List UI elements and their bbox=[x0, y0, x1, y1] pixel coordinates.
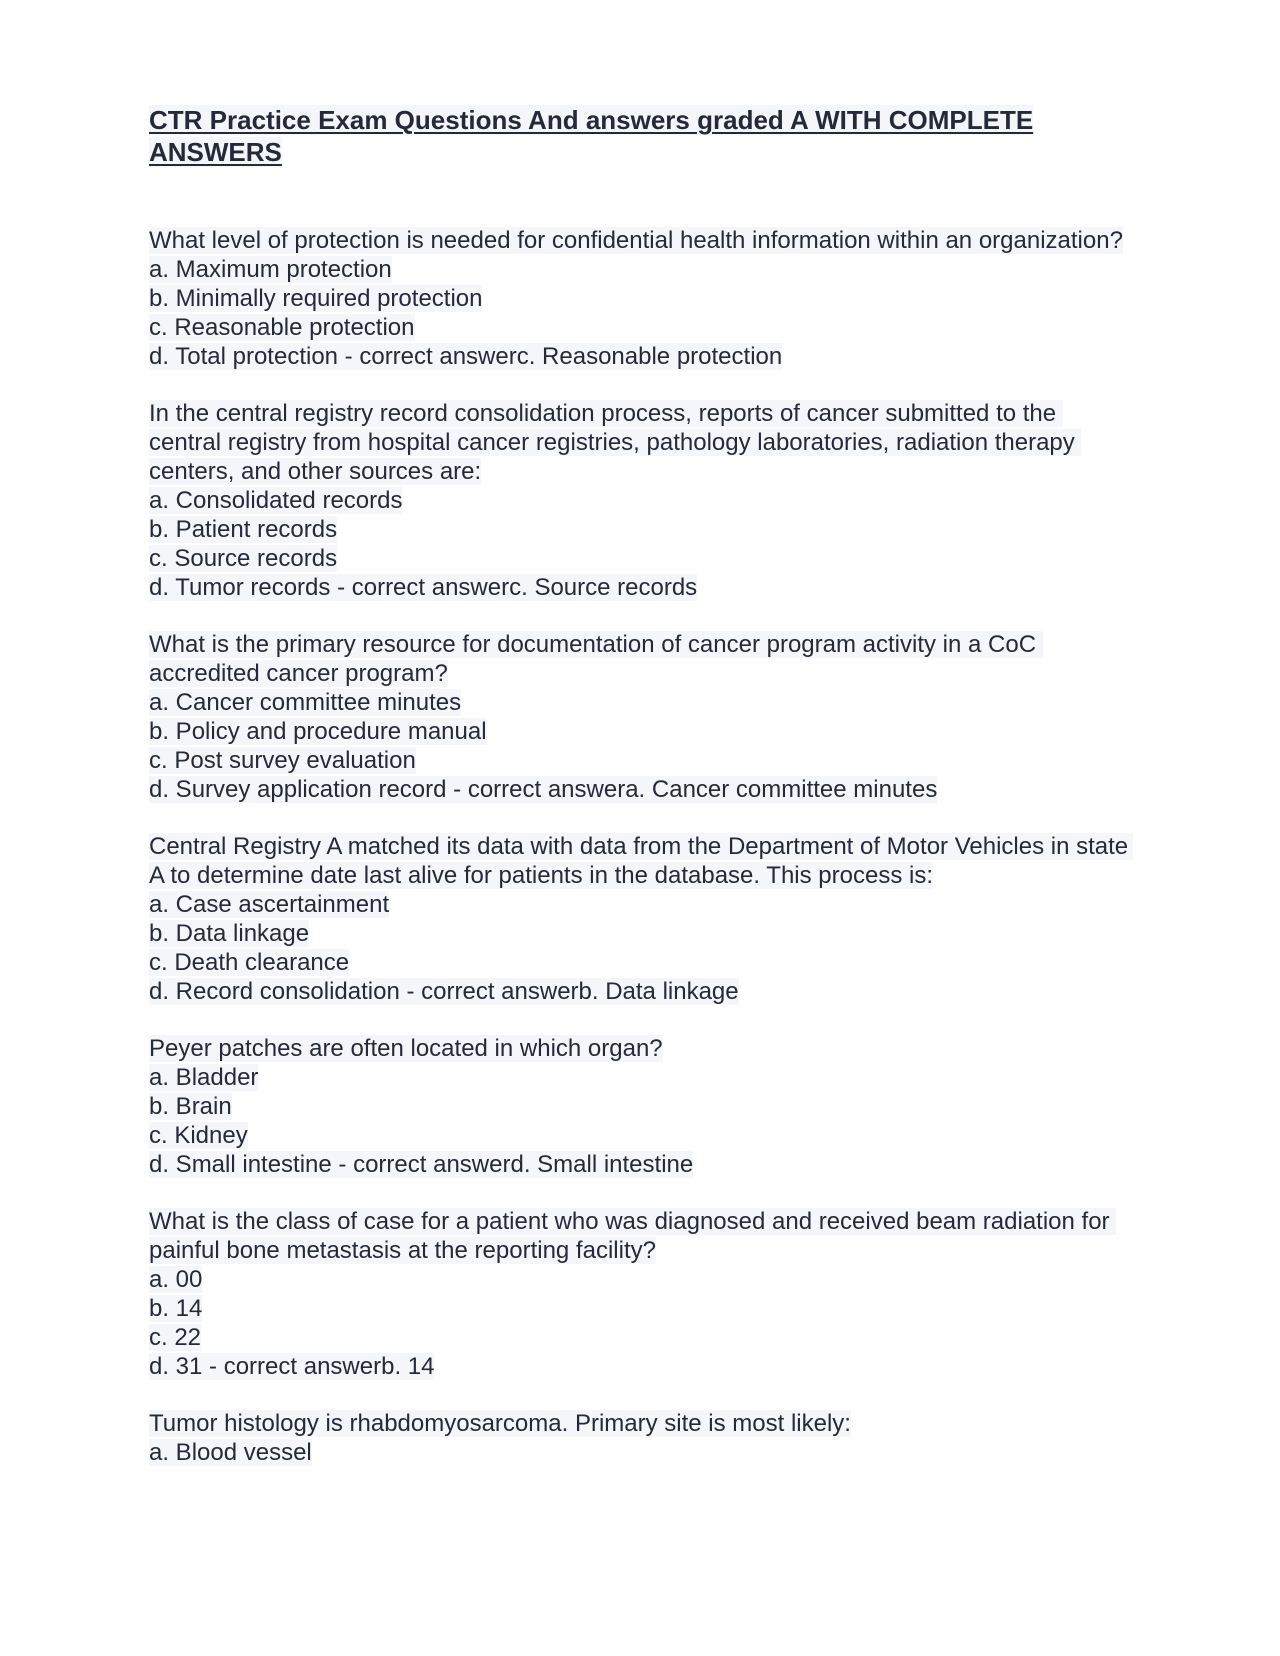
document-title bbox=[149, 104, 1129, 168]
answer-option: c. Kidney bbox=[149, 1122, 248, 1149]
question-block bbox=[149, 832, 1134, 1006]
answer-option: b. 14 bbox=[149, 1295, 203, 1322]
question-block bbox=[149, 399, 1129, 602]
answer-option: a. Blood vessel bbox=[149, 1439, 312, 1466]
question-text: Central Registry A matched its data with data from the Department of Motor Vehicles in state A to determine date last alive for patients in the database. This process is: bbox=[149, 833, 1134, 889]
answer-option: a. Case ascertainment bbox=[149, 891, 390, 918]
question-text: Peyer patches are often located in which organ? bbox=[149, 1035, 663, 1062]
answer-option: c. Death clearance bbox=[149, 949, 350, 976]
question-text: What is the class of case for a patient who was diagnosed and received beam radiation for painful bone metastasis at the reporting facility? bbox=[149, 1208, 1117, 1264]
question-block bbox=[149, 1034, 1129, 1179]
question-text: In the central registry record consolidation process, reports of cancer submitted to the central registry from hospital cancer registries, pathology laboratories, radiation therapy centers, and other sources are: bbox=[149, 400, 1082, 485]
answer-option-with-correct-answer: d. Record consolidation - correct answerb. Data linkage bbox=[149, 978, 739, 1005]
answer-option-with-correct-answer: d. Tumor records - correct answerc. Source records bbox=[149, 574, 698, 601]
question-text: What is the primary resource for documentation of cancer program activity in a CoC accredited cancer program? bbox=[149, 631, 1043, 687]
answer-option: c. 22 bbox=[149, 1324, 202, 1351]
answer-option-with-correct-answer: d. Total protection - correct answerc. Reasonable protection bbox=[149, 343, 783, 370]
question-list bbox=[149, 226, 1134, 1495]
question-block bbox=[149, 226, 1129, 371]
answer-option: b. Patient records bbox=[149, 516, 338, 543]
answer-option: b. Brain bbox=[149, 1093, 232, 1120]
answer-option-with-correct-answer: d. 31 - correct answerb. 14 bbox=[149, 1353, 435, 1380]
question-text: Tumor histology is rhabdomyosarcoma. Primary site is most likely: bbox=[149, 1410, 851, 1437]
answer-option: b. Policy and procedure manual bbox=[149, 718, 487, 745]
answer-option: b. Data linkage bbox=[149, 920, 310, 947]
answer-option: a. Consolidated records bbox=[149, 487, 403, 514]
document-title-text: CTR Practice Exam Questions And answers graded A WITH COMPLETE ANSWERS bbox=[149, 105, 1034, 167]
answer-option: b. Minimally required protection bbox=[149, 285, 483, 312]
answer-option-with-correct-answer: d. Survey application record - correct answera. Cancer committee minutes bbox=[149, 776, 938, 803]
question-block bbox=[149, 630, 1129, 804]
answer-option: a. Maximum protection bbox=[149, 256, 392, 283]
answer-option: c. Source records bbox=[149, 545, 338, 572]
question-text: What level of protection is needed for confidential health information within an organization? bbox=[149, 227, 1123, 254]
answer-option: a. 00 bbox=[149, 1266, 203, 1293]
question-block bbox=[149, 1207, 1129, 1381]
answer-option: c. Post survey evaluation bbox=[149, 747, 416, 774]
answer-option: c. Reasonable protection bbox=[149, 314, 415, 341]
answer-option: a. Bladder bbox=[149, 1064, 259, 1091]
answer-option-with-correct-answer: d. Small intestine - correct answerd. Small intestine bbox=[149, 1151, 694, 1178]
question-block bbox=[149, 1409, 1129, 1467]
answer-option: a. Cancer committee minutes bbox=[149, 689, 462, 716]
